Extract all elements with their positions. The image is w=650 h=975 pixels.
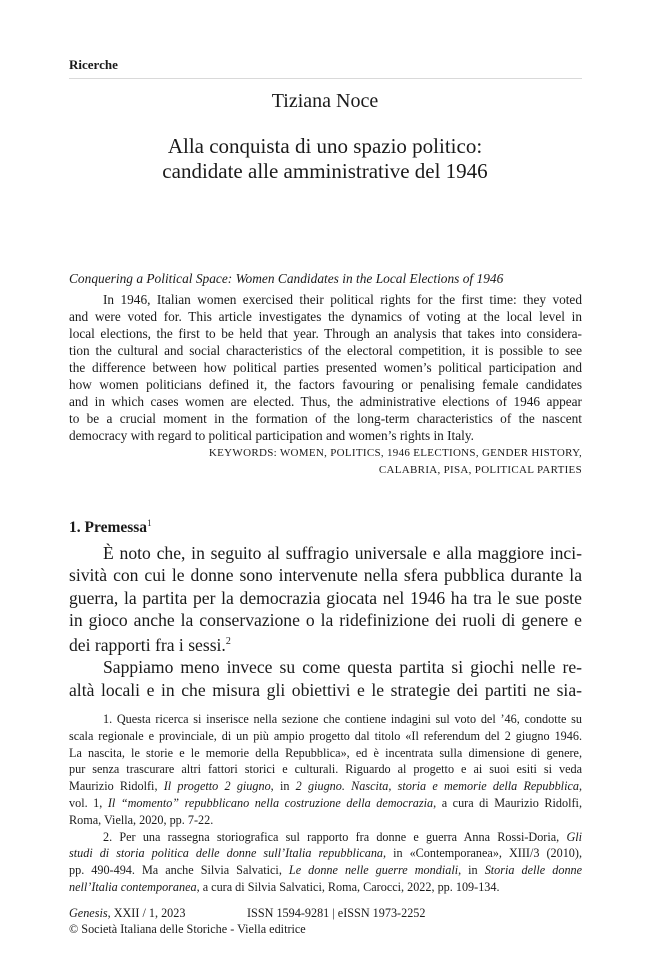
footnote-ref[interactable]: 1 — [147, 518, 152, 528]
body-line: Sappiamo meno invece su come questa partita si giochi nelle re- — [103, 657, 582, 678]
footnote-italic: Le donne nelle guerre mondiali — [288, 863, 459, 878]
footnote-text: vol. 1, — [69, 795, 103, 810]
body-line — [69, 631, 582, 656]
abstract-line: the difference between how political parties presented women’s political participation and — [69, 360, 582, 375]
footnote-text: , in — [270, 779, 290, 794]
footnote-italic: Storia delle donne — [484, 863, 583, 878]
footnote-line — [69, 845, 582, 862]
body-text — [69, 542, 582, 701]
body-line-text: dei rapporti fra i sessi. — [69, 635, 226, 656]
body-line: in gioco anche la conservazione o la ridefinizione dei ruoli di genere e — [69, 609, 582, 630]
keywords-line: CALABRIA, PISA, POLITICAL PARTIES — [378, 464, 582, 476]
body-line: altà locali e in che misura gli obiettivi e le strategie dei partiti ne sia- — [69, 679, 582, 700]
author-name: Tiziana Noce — [271, 90, 379, 112]
footnote-line — [69, 879, 582, 896]
running-section-header: Ricerche — [69, 57, 582, 79]
footnote-line: scala regionale e provinciale, di un più ampio progetto dal titolo «Il referendum del 2 giugno 1946. — [69, 728, 582, 743]
footnote-italic: 2 giugno. Nascita, storia e memorie della Repubblica — [295, 779, 579, 794]
article-title — [0, 134, 650, 184]
abstract — [69, 291, 582, 444]
footnote-line — [69, 778, 582, 795]
footnote-line: Roma, Viella, 2020, pp. 7-22. — [69, 812, 214, 827]
copyright: © Società Italiana delle Storiche - Viella editrice — [69, 921, 306, 936]
footnote-text: 2. Per una rassegna storiografica sul rapporto fra donne e guerra Anna Rossi-Doria, — [103, 829, 560, 844]
abstract-line: tion the cultural and social characteristics of the electoral competition, it is possible to see — [69, 343, 582, 358]
abstract-line: to be a crucial moment in the formation of the long-term characteristics of the nascent — [69, 411, 582, 426]
footnote-ref[interactable]: 2 — [225, 636, 231, 648]
footnote-line: pur senza trascurare altri fattori storici e culturali. Riguardo al progetto e ai suoi esiti si veda — [69, 762, 582, 777]
footnote-italic: Il “momento” repubblicano nella costruzione della democrazia — [107, 795, 434, 810]
page-footer — [69, 906, 582, 937]
footnote-line — [69, 862, 582, 879]
footnotes — [69, 711, 582, 896]
abstract-line: and were voted for. This article investigates the dynamics of voting at the local level in — [69, 309, 582, 324]
keywords — [69, 445, 582, 479]
abstract-line: democracy with regard to political participation and women’s rights in Italy. — [69, 428, 474, 443]
section-heading — [69, 518, 152, 537]
journal-issue: , XXII / 1, 2023 — [107, 906, 186, 920]
footnote-text: , a cura di Silvia Salvatici, Roma, Carocci, 2022, pp. 109-134. — [196, 879, 500, 894]
keywords-line: KEYWORDS: WOMEN, POLITICS, 1946 ELECTIONS, GENDER HISTORY, — [208, 447, 582, 459]
journal-name: Genesis — [69, 906, 108, 920]
abstract-line: how women politicians defined it, the factors favouring or penalising female candidates — [69, 377, 582, 392]
footnote-text: Maurizio Ridolfi, — [69, 779, 158, 794]
footnote-italic: Il progetto 2 giugno — [163, 779, 271, 794]
footnote-line: La nascita, le storie e le memorie della Repubblica», ed è incentrata sulla dimensione di genere, — [69, 745, 582, 760]
section-heading-text: 1. Premessa — [69, 519, 148, 537]
footnote-text: , — [578, 779, 582, 794]
issn: ISSN 1594-9281 | eISSN 1973-2252 — [247, 906, 426, 920]
footnote-line — [69, 829, 582, 846]
footnote-line: 1. Questa ricerca si inserisce nella sezione che contiene indagini sul voto del ’46, condotte su — [103, 712, 582, 726]
footnote-line — [69, 795, 582, 812]
abstract-line: and in which cases women are elected. Thus, the administrative elections of 1946 appear — [69, 394, 582, 409]
footer-row — [69, 906, 582, 922]
title-line: candidate alle amministrative del 1946 — [162, 159, 488, 183]
footnote-text: , in — [458, 863, 478, 878]
body-line: sività con cui le donne sono intervenute nella sfera pubblica durante la — [69, 565, 582, 586]
title-line: Alla conquista di uno spazio politico: — [167, 134, 483, 158]
footnote-text: , a cura di Maurizio Ridolfi, — [433, 795, 582, 810]
footnote-text: in «Contemporanea», XIII/3 (2010), — [393, 846, 582, 861]
footnote-italic: Gli — [566, 829, 583, 844]
footnote-text: pp. 490-494. Ma anche Silvia Salvatici, — [69, 863, 282, 878]
abstract-line: In 1946, Italian women exercised their political rights for the first time: they voted — [103, 292, 582, 307]
body-line: È noto che, in seguito al suffragio universale e alla maggiore inci- — [103, 543, 582, 563]
abstract-line: local elections, the first to be held that year. Through an analysis that takes into considera- — [69, 326, 582, 341]
english-title: Conquering a Political Space: Women Candidates in the Local Elections of 1946 — [69, 271, 504, 286]
footnote-italic: studi di storia politica delle donne sull’Italia repubblicana, — [69, 846, 387, 861]
body-line: guerra, la partita per la democrazia giocata nel 1946 ha tra le sue poste — [69, 587, 582, 608]
footnote-italic: nell’Italia contemporanea — [69, 879, 197, 894]
